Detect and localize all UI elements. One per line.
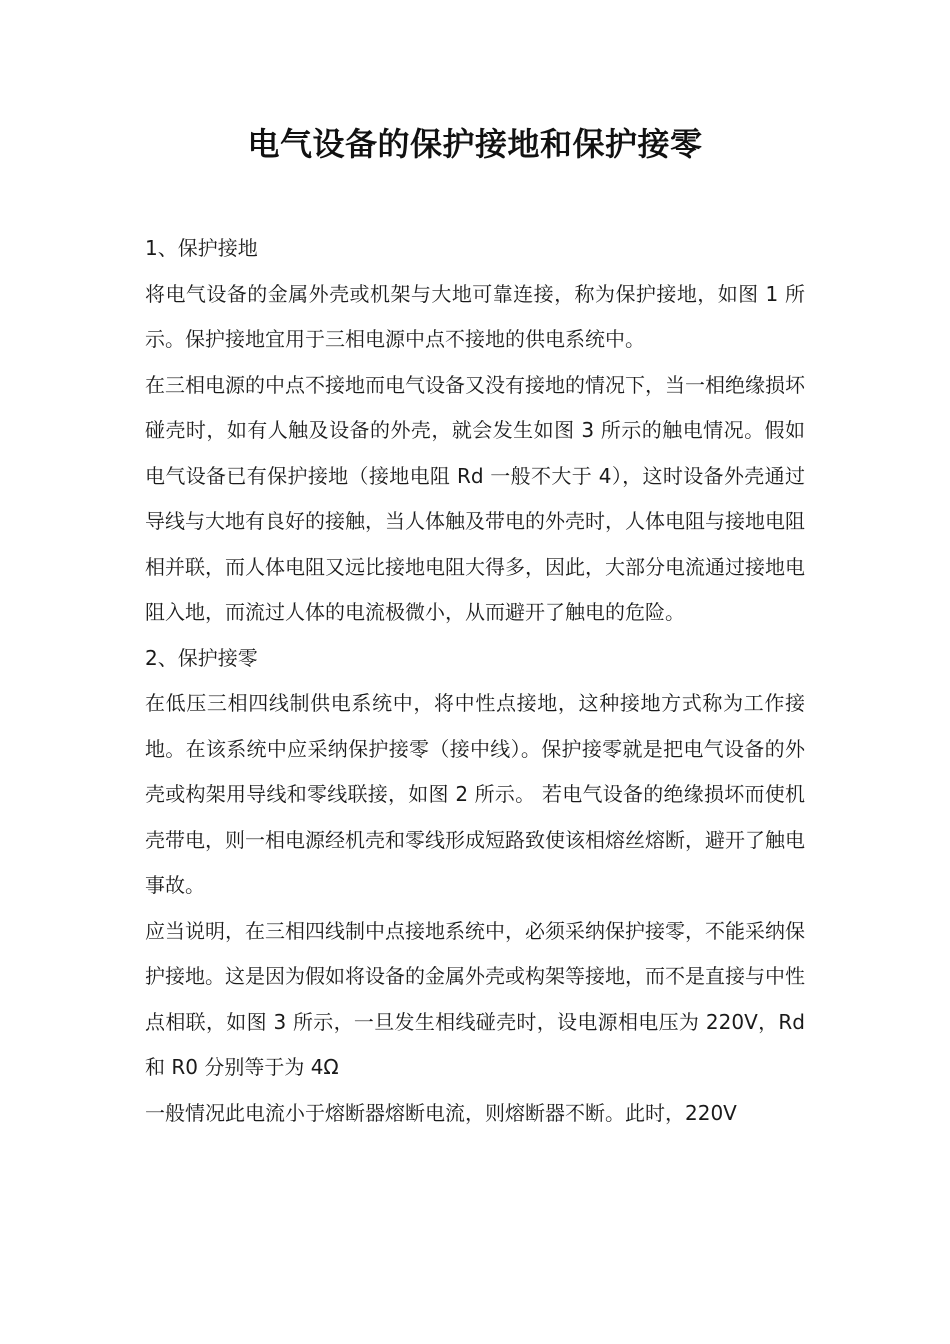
paragraph: 一般情况此电流小于熔断器熔断电流，则熔断器不断。此时，220V: [145, 1100, 737, 1125]
paragraph: 在低压三相四线制供电系统中，将中性点接地，这种接地方式称为工作接地。在该系统中应采纳保护接零（接中线）。保护接零就是把电气设备的外壳或构架用导线和零线联接，如图 2 所示。 若电气设备的绝缘损坏而使机壳带电，则一相电源经机壳和零线形成短路致使该相熔丝熔断，避开了触电事故。: [145, 691, 805, 897]
page-title: 电气设备的保护接地和保护接零: [247, 125, 703, 163]
section-heading-2: 2、保护接零: [145, 645, 258, 670]
section-heading-1: 1、保护接地: [145, 236, 258, 260]
paragraph: 应当说明，在三相四线制中点接地系统中，必须采纳保护接零，不能采纳保护接地。这是因为假如将设备的金属外壳或构架等接地，而不是直接与中性点相联，如图 3 所示，一旦发生相线碰壳时，设电源相电压为 220V，Rd 和 R0 分别等于为 4Ω: [145, 918, 805, 1079]
document-body: [145, 226, 805, 1136]
paragraph: 在三相电源的中点不接地而电气设备又没有接地的情况下，当一相绝缘损坏碰壳时，如有人触及设备的外壳，就会发生如图 3 所示的触电情况。假如电气设备已有保护接地（接地电阻 Rd 一般不大于 4），这时设备外壳通过导线与大地有良好的接触，当人体触及带电的外壳时，人体电阻与接地电阻相并联，而人体电阻又远比接地电阻大得多，因此，大部分电流通过接地电阻入地，而流过人体的电流极微小，从而避开了触电的危险。: [145, 372, 805, 624]
paragraph: 将电气设备的金属外壳或机架与大地可靠连接，称为保护接地，如图 1 所示。保护接地宜用于三相电源中点不接地的供电系统中。: [145, 281, 805, 351]
